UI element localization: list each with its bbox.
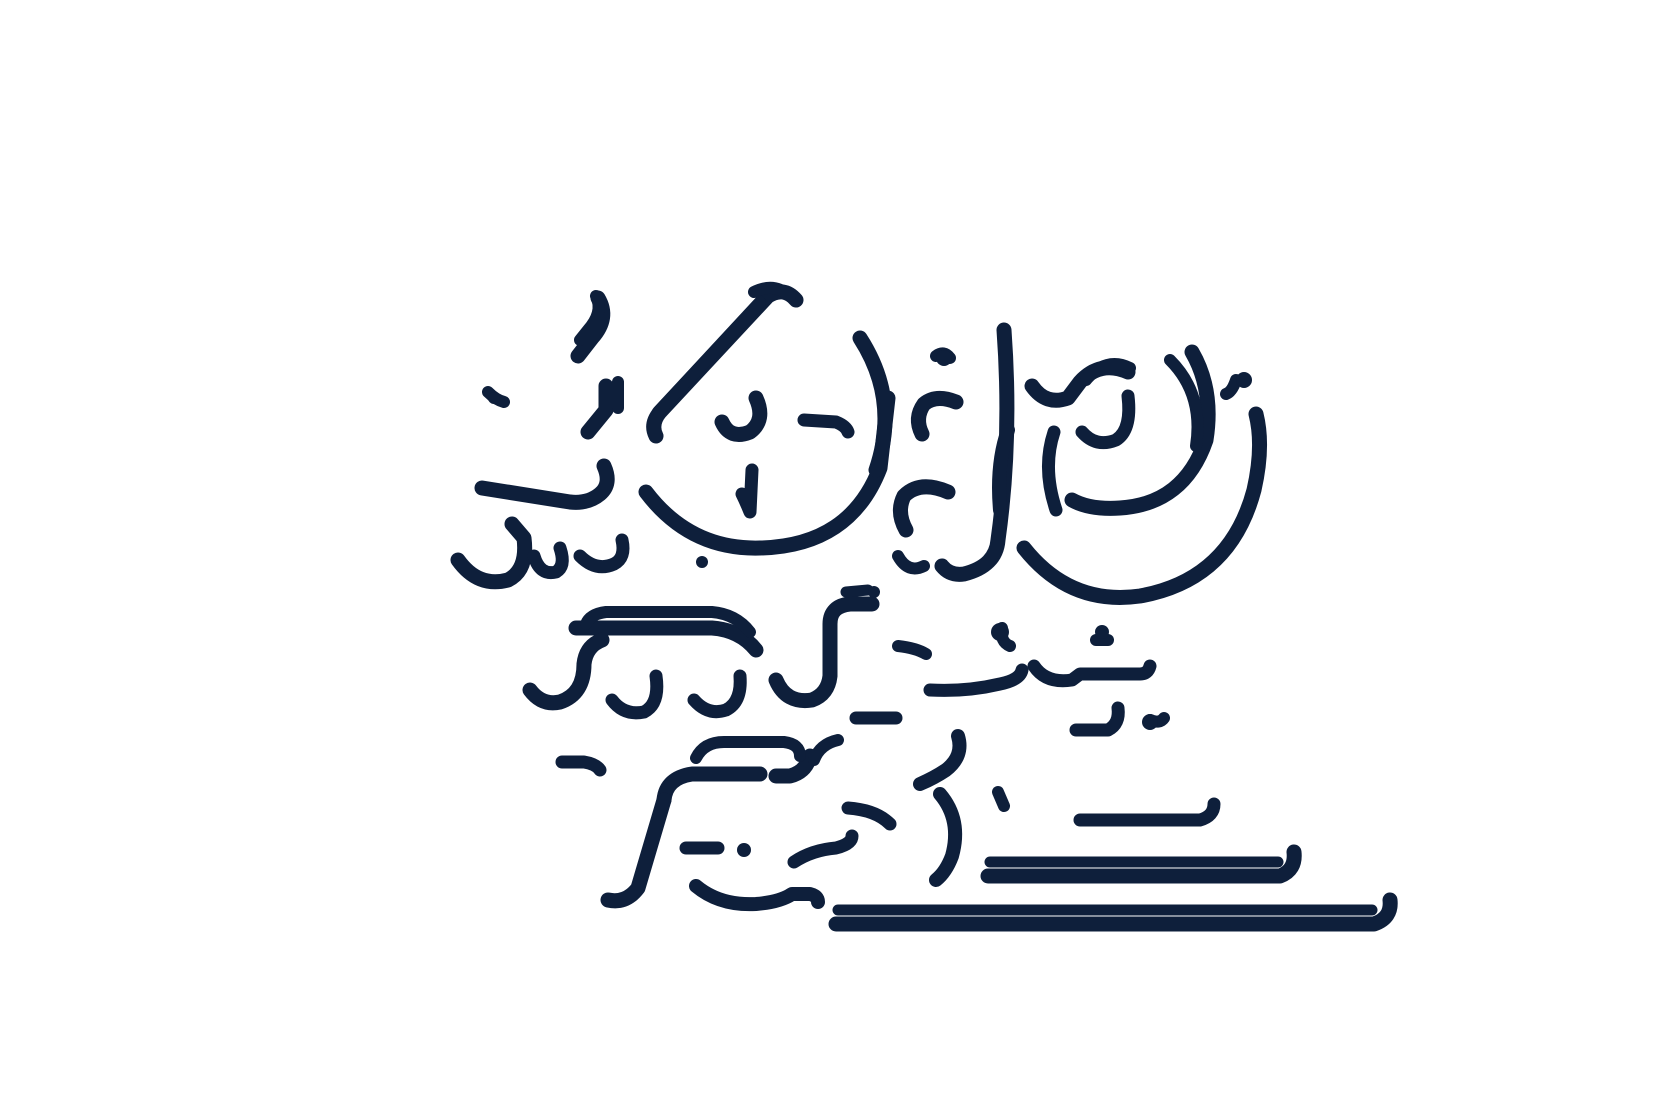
calligraphy-stroke — [534, 548, 562, 573]
calligraphy-stroke — [804, 420, 848, 432]
calligraphy-stroke — [848, 808, 890, 824]
calligraphy-stroke — [696, 742, 800, 758]
calligraphy-stroke — [998, 792, 1004, 806]
calligraphy-stroke — [920, 736, 960, 784]
calligraphy-dot — [936, 350, 952, 366]
calligraphy-stroke — [580, 540, 623, 567]
calligraphy-stroke — [694, 676, 740, 712]
calligraphy-stroke — [612, 676, 657, 713]
calligraphy-stroke — [722, 398, 760, 434]
calligraphy-stroke — [814, 740, 838, 760]
calligraphy-stroke — [562, 762, 600, 770]
calligraphy-dot — [737, 843, 751, 857]
calligraphy-stroke — [1032, 368, 1128, 401]
calligraphy-dot — [991, 623, 1009, 641]
calligraphy-stroke — [1034, 666, 1150, 681]
calligraphy-stroke — [900, 487, 948, 530]
calligraphy-stroke — [1226, 380, 1236, 394]
calligraphy-stroke — [658, 302, 760, 412]
calligraphy-stroke — [898, 556, 924, 568]
calligraphy-stroke — [860, 338, 885, 470]
calligraphy-dot — [868, 586, 880, 598]
calligraphy-dot — [1142, 714, 1158, 730]
calligraphy-stroke — [846, 590, 868, 592]
calligraphy-stroke — [696, 886, 818, 904]
calligraphy-stroke — [794, 836, 852, 862]
calligraphy-stroke — [664, 756, 810, 800]
calligraphy-stroke — [936, 794, 955, 880]
calligraphy-stroke — [458, 524, 525, 582]
calligraphy-stroke — [1048, 432, 1056, 510]
calligraphy-stroke — [776, 604, 872, 701]
calligraphy-stroke — [1082, 396, 1129, 443]
calligraphy-stroke — [588, 386, 606, 432]
calligraphy-stroke — [646, 398, 888, 548]
calligraphy-dot — [1236, 372, 1252, 388]
calligraphy-stroke — [482, 466, 607, 502]
calligraphy-stroke — [654, 292, 796, 436]
calligraphy-stroke — [608, 800, 664, 901]
calligraphy-stroke — [1076, 708, 1118, 730]
calligraphy-stroke — [742, 470, 752, 512]
calligraphy-dot — [1095, 625, 1109, 639]
calligraphy-stroke — [1080, 804, 1214, 820]
calligraphy-dot — [696, 556, 708, 568]
calligraphy-stroke — [530, 640, 602, 703]
calligraphy-stroke — [918, 398, 956, 434]
calligraphy-dot — [488, 392, 500, 404]
calligraphy-stroke — [1170, 360, 1198, 446]
calligraphy-stroke — [930, 670, 1022, 690]
calligraphy-stroke — [898, 646, 926, 654]
